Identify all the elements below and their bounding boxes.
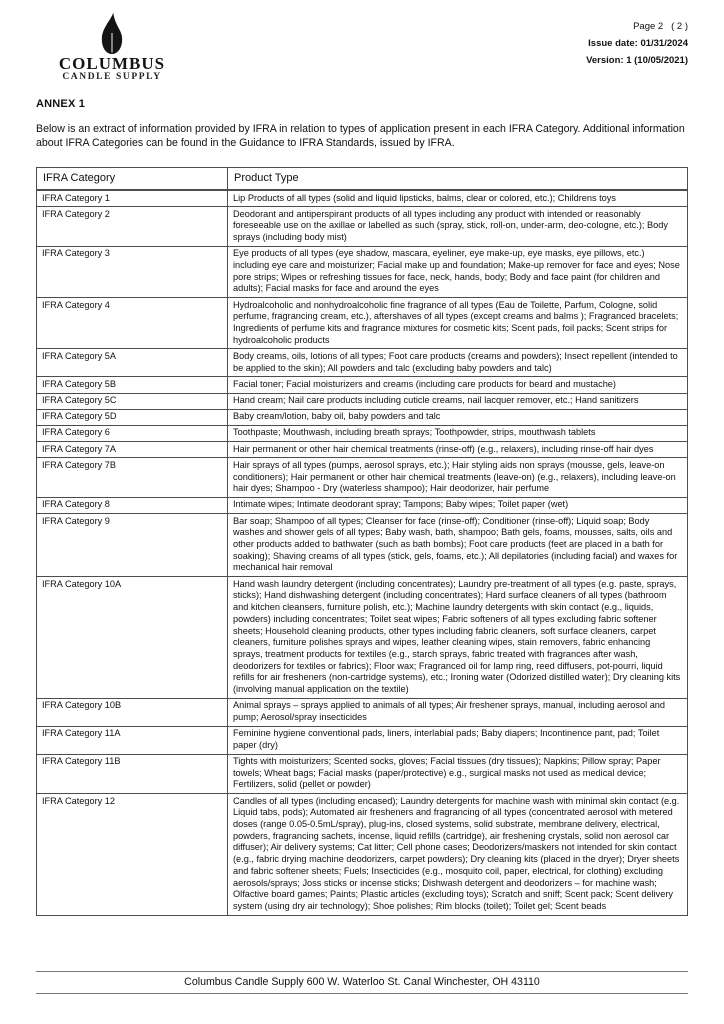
product-type-cell: Deodorant and antiperspirant products of all types including any product with intended or reasonably foreseeable use on the axillae or labelled as such (spray, stick, roll-on, under-arm, deo-cologne, etc.); Body sprays (including body mist) [228,207,688,247]
table-row [37,754,688,794]
table-row [37,207,688,247]
category-cell: IFRA Category 12 [37,794,228,916]
category-cell: IFRA Category 10A [37,577,228,699]
category-cell: IFRA Category 3 [37,246,228,297]
category-cell: IFRA Category 7A [37,442,228,458]
ifra-table-body [37,190,688,915]
company-logo [52,12,172,83]
table-row [37,246,688,297]
table-row [37,458,688,498]
product-type-cell: Hair permanent or other hair chemical treatments (rinse-off) (e.g., relaxers), including rinse-off hair dyes [228,442,688,458]
footer-address: Columbus Candle Supply 600 W. Waterloo St. Canal Winchester, OH 43110 [184,976,540,988]
product-type-cell: Eye products of all types (eye shadow, mascara, eyeliner, eye make-up, eye masks, eye pillows, etc.) including eye care and moisturizer; Facial make up and foundation; Make-up remover for face and eyes; Nose pore strips; Wipes or refreshing tissues for face, neck, hands, body; Body and face paint (for children and adults); Facial masks for face and around the eyes [228,246,688,297]
category-cell: IFRA Category 5C [37,393,228,409]
product-type-cell: Bar soap; Shampoo of all types; Cleanser for face (rinse-off); Conditioner (rinse-off); Liquid soap; Body washes and shower gels of all types; Baby wash, bath, shampoo; Bath gels, foams, mousses, salts, oils and other products added to bathwater (such as bath bombs); Foot care products (feet are placed in a bath for soaking); Shaving creams of all types (stick, gels, foams, etc.); All depilatories (including facial) and waxes for mechanical hair removal [228,514,688,577]
logo-company-subtitle: CANDLE SUPPLY [62,72,162,82]
table-row [37,409,688,425]
issue-date: Issue date: 01/31/2024 [588,38,688,49]
page-content [36,0,688,916]
product-type-cell: Hydroalcoholic and nonhydroalcoholic fine fragrance of all types (Eau de Toilette, Parfum, Cologne, solid perfume, fragrancing cream, etc.), aftershaves of all types (except creams and balms ); Fragranced bracelets; Ingredients of perfume kits and fragrance mixtures for cosmetic kits; Scent pads, foil packs; Scent strips for hydroalcoholic products [228,298,688,349]
page-header [36,0,688,84]
category-cell: IFRA Category 7B [37,458,228,498]
product-type-cell: Facial toner; Facial moisturizers and creams (including care products for beard and mustache) [228,377,688,393]
category-cell: IFRA Category 11B [37,754,228,794]
product-type-cell: Hair sprays of all types (pumps, aerosol sprays, etc.); Hair styling aids non sprays (mousse, gels, leave-on conditioners); Hair permanent or other hair chemical treatments (leave-on) (e.g., relaxers), including leave-on hair dyes; Shampoo - Dry (waterless shampoo); Hair deodorizer, hair perfume [228,458,688,498]
category-cell: IFRA Category 6 [37,425,228,441]
product-type-cell: Toothpaste; Mouthwash, including breath sprays; Toothpowder, strips, mouthwash tablets [228,425,688,441]
version: Version: 1 (10/05/2021) [586,55,688,66]
table-header [37,168,688,191]
column-header-product-type: Product Type [228,168,688,191]
logo-company-name: COLUMBUS [58,54,166,73]
category-cell: IFRA Category 1 [37,190,228,207]
table-row [37,577,688,699]
product-type-cell: Feminine hygiene conventional pads, liners, interlabial pads; Baby diapers; Incontinence pant, pad; Toilet paper (dry) [228,726,688,754]
annex-title: ANNEX 1 [36,98,86,110]
product-type-cell: Animal sprays – sprays applied to animals of all types; Air freshener sprays, manual, including aerosol and pump; Aerosol/spray insecticides [228,698,688,726]
category-cell: IFRA Category 5B [37,377,228,393]
product-type-cell: Body creams, oils, lotions of all types; Foot care products (creams and powders); Insect repellent (intended to be applied to the skin); All powders and talc (excluding baby powders and talc) [228,349,688,377]
table-header-row [37,168,688,191]
category-cell: IFRA Category 10B [37,698,228,726]
product-type-cell: Lip Products of all types (solid and liquid lipsticks, balms, clear or colored, etc.); Childrens toys [228,190,688,207]
page-footer [36,971,688,994]
table-row [37,698,688,726]
product-type-cell: Candles of all types (including encased); Laundry detergents for machine wash with minimal skin contact (e.g. Liquid tabs, pods); Automated air fresheners and fragrancing of all types (concentrated aerosol with metered doses (range 0.05-0.5mL/spray), plug-ins, closed systems, solid substrate, membrane delivery, electrical, powders, fragrancing sachets, incense, liquid refills (cartridge), air freshening crystals, solid non aerosol car diffuser); Air delivery systems; Cat litter; Cell phone cases; Deodorizers/maskers not intended for skin contact (e.g., fabric drying machine deodorizers, carpet powders); Dry cleaning kits (placed in the dryer); Dryer sheets and fabric softener sheets; Fuels; Insecticides (e.g., mosquito coil, paper, electrical, for clothing) excluding aerosols/sprays; Joss sticks or incense sticks; Dishwash detergent and deodorizers – for machine wash; Olfactive board games; Paints; Plastic articles (excluding toys); Scratch and sniff; Scent pack; Scent delivery system (using dry air technology); Shoe polishes; Rim blocks (toilet); Toilet gel; Scent beads [228,794,688,916]
product-type-cell: Hand cream; Nail care products including cuticle creams, nail lacquer remover, etc.; Hand sanitizers [228,393,688,409]
table-row [37,425,688,441]
table-row [37,726,688,754]
product-type-cell: Tights with moisturizers; Scented socks, gloves; Facial tissues (dry tissues); Napkins; Pillow spray; Paper towels; Wheat bags; Facial masks (paper/protective) e.g., surgical masks not used as medical device; Fertilizers, solid (pellet or powder) [228,754,688,794]
table-row [37,442,688,458]
table-row [37,298,688,349]
table-row [37,794,688,916]
product-type-cell: Intimate wipes; Intimate deodorant spray; Tampons; Baby wipes; Toilet paper (wet) [228,497,688,513]
intro-paragraph: Below is an extract of information provided by IFRA in relation to types of application present in each IFRA Category. Additional information about IFRA Categories can be found in the Guidance to IFRA Standards, issued by IFRA. [36,123,685,149]
table-row [37,393,688,409]
product-type-cell: Baby cream/lotion, baby oil, baby powders and talc [228,409,688,425]
table-row [37,377,688,393]
page-number: Page 2 ( 2 ) [633,21,688,32]
document-meta [586,12,688,69]
table-row [37,497,688,513]
flame-icon [95,12,129,56]
table-row [37,349,688,377]
product-type-cell: Hand wash laundry detergent (including concentrates); Laundry pre-treatment of all types (e.g. paste, sprays, sticks); Hand dishwashing detergent (including concentrates); Hard surface cleaners of all types (bathroom and kitchen cleansers, furniture polish, etc.); Machine laundry detergents with skin contact (e.g., liquids, powders) including concentrates; Toilet seat wipes; Fabric softeners of all types excluding fabric softener sheets; Household cleaning products, other types including fabric cleaners, soft surface cleaners, carpet cleaners, furniture polishes sprays and wipes, leather cleaning wipes, stain removers, fabric enhancing sprays, treatment products for textiles (e.g., starch sprays, fabric treated with fragrances after wash, deodorizers for textiles or fabrics); Floor wax; Fragranced oil for lamp ring, reed diffusers, pot-pourri, liquid refills for air fresheners (non-cartridge systems), etc.; Ironing water (Odorized distilled water); Dry cleaning kits (involving manual application on the textile) [228,577,688,699]
column-header-ifra-category: IFRA Category [37,168,228,191]
ifra-category-table [36,167,688,916]
table-row [37,190,688,207]
category-cell: IFRA Category 8 [37,497,228,513]
category-cell: IFRA Category 11A [37,726,228,754]
table-row [37,514,688,577]
category-cell: IFRA Category 9 [37,514,228,577]
category-cell: IFRA Category 5A [37,349,228,377]
category-cell: IFRA Category 5D [37,409,228,425]
category-cell: IFRA Category 4 [37,298,228,349]
category-cell: IFRA Category 2 [37,207,228,247]
